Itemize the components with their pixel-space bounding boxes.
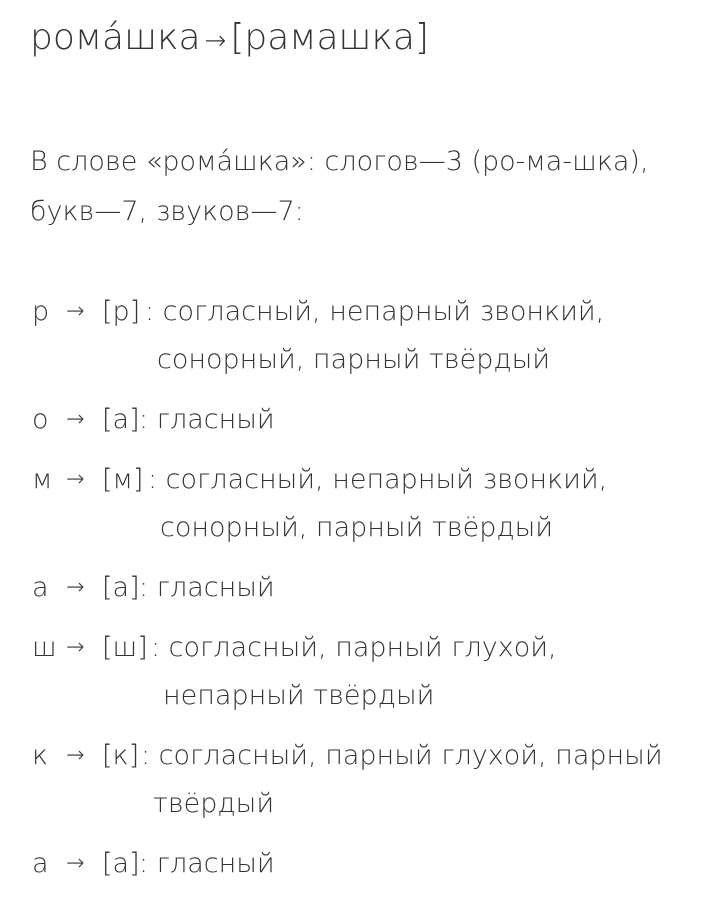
word-header xyxy=(30,10,429,69)
description xyxy=(145,288,665,384)
arrow-icon: → xyxy=(66,467,85,492)
description xyxy=(139,564,659,612)
sound: [к] xyxy=(102,740,140,771)
letter: к xyxy=(32,740,49,771)
arrow-icon: → xyxy=(66,575,85,600)
sound: [а] xyxy=(102,404,140,435)
description-text: : согласный, непарный звонкий, сонорный, парный твёрдый xyxy=(145,296,605,375)
arrow-icon: → xyxy=(66,851,85,876)
description-text: : гласный xyxy=(139,404,275,435)
description xyxy=(151,624,591,720)
letter: р xyxy=(32,296,50,327)
letter: а xyxy=(32,572,49,603)
description xyxy=(141,732,681,828)
letter: а xyxy=(32,848,49,879)
transcription: [рамашка] xyxy=(230,17,429,58)
sound: [а] xyxy=(102,848,140,879)
description xyxy=(139,396,659,444)
description-text: : согласный, непарный звонкий, сонорный, парный твёрдый xyxy=(148,464,608,543)
word: рома́шка xyxy=(30,17,201,58)
description-text: : гласный xyxy=(139,848,275,879)
arrow-icon: → xyxy=(66,407,85,432)
description-text: : гласный xyxy=(139,572,275,603)
description-text: : согласный, парный глухой, непарный твёрдый xyxy=(151,632,557,711)
sound: [р] xyxy=(102,296,141,327)
sound: [ш] xyxy=(102,632,148,663)
letter: м xyxy=(32,464,53,495)
arrow-icon: → xyxy=(66,743,85,768)
arrow-icon: → xyxy=(66,299,85,324)
description xyxy=(148,456,668,552)
arrow-icon: → xyxy=(204,26,227,56)
letter: ш xyxy=(32,632,57,663)
description xyxy=(139,840,659,888)
intro-text: В слове «рома́шка»: слогов—3 (ро-ма-шка), букв—7, звуков—7: xyxy=(30,146,649,227)
description-text: : согласный, парный глухой, парный твёрдый xyxy=(141,740,663,819)
sound: [а] xyxy=(102,572,140,603)
sound: [м] xyxy=(102,464,144,495)
arrow-icon: → xyxy=(66,635,85,660)
letter: о xyxy=(32,404,49,435)
